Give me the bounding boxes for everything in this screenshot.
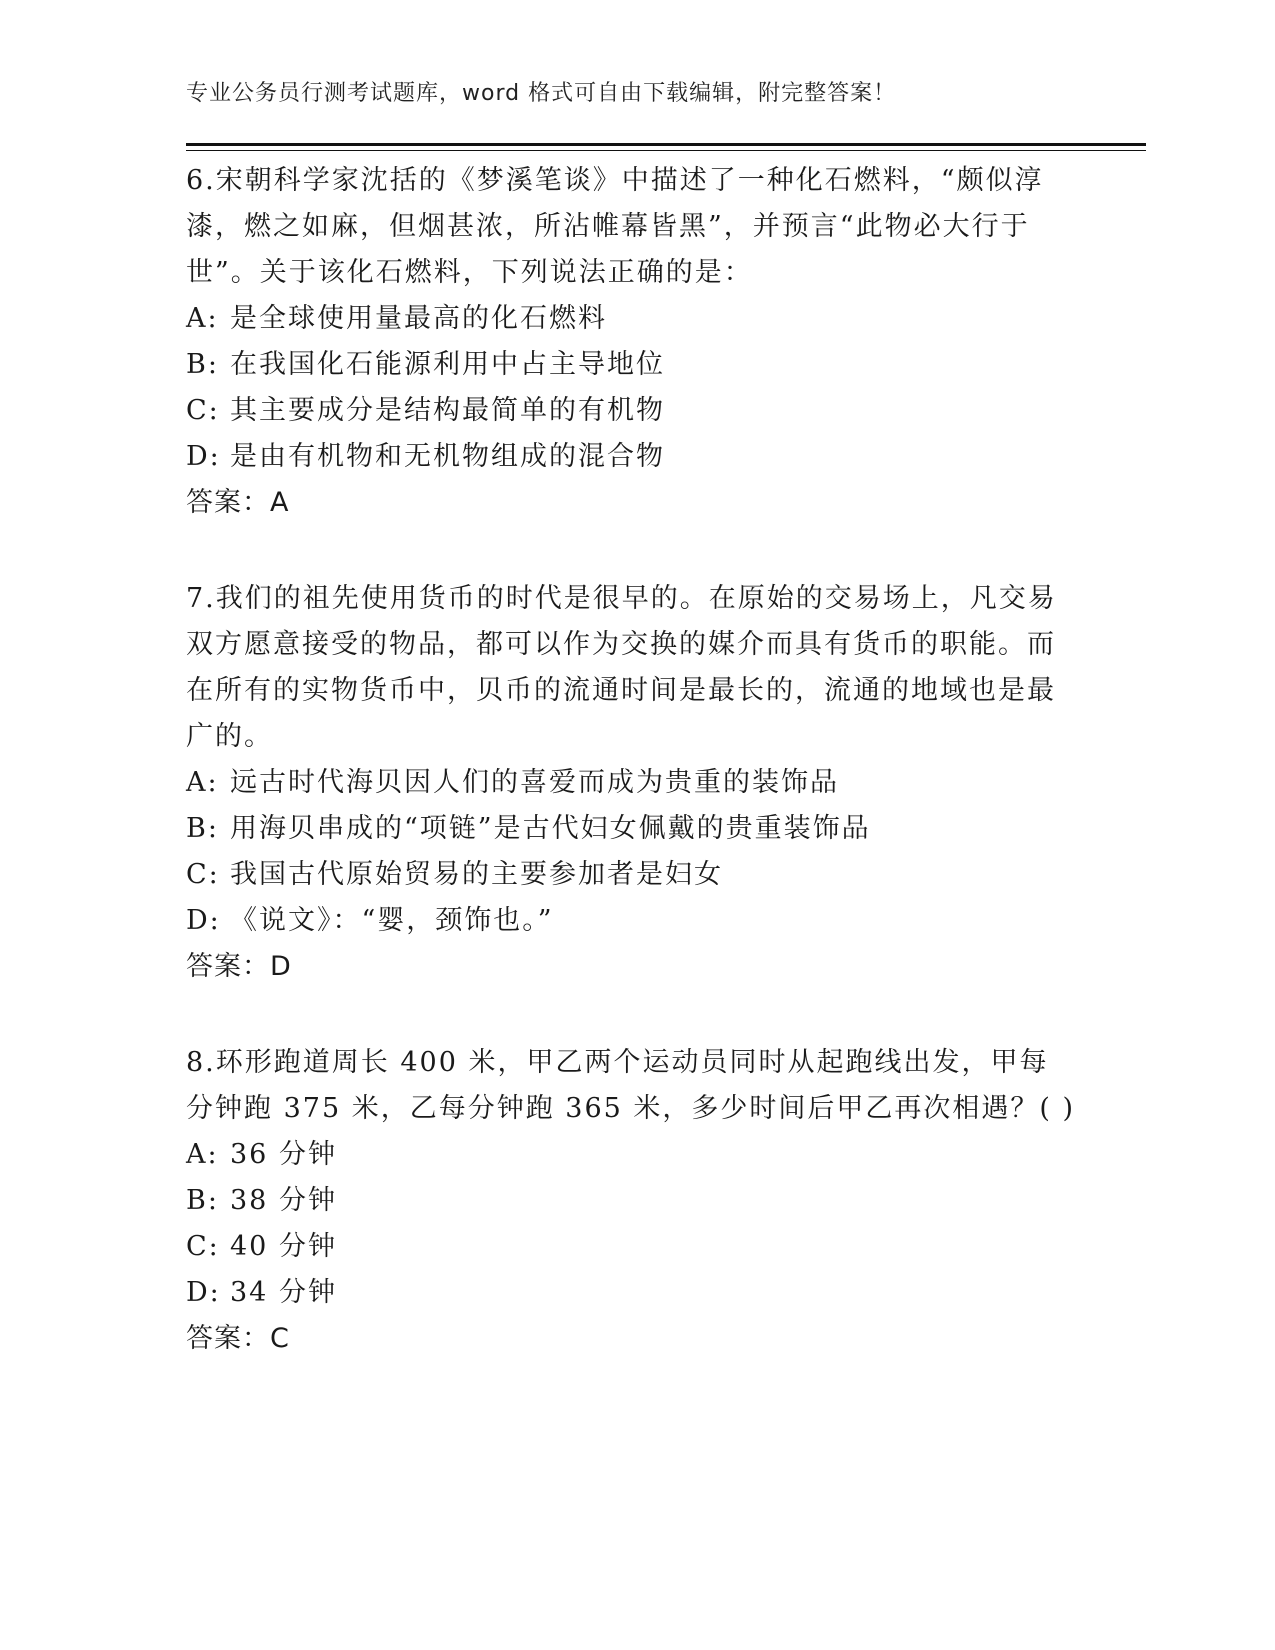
question-6 bbox=[186, 158, 1076, 526]
option-key: C: bbox=[186, 859, 220, 890]
option-text: 其主要成分是结构最简单的有机物 bbox=[230, 395, 665, 426]
option-text: 用海贝串成的“项链”是古代妇女佩戴的贵重装饰品 bbox=[230, 813, 871, 844]
option-text: 在我国化石能源利用中占主导地位 bbox=[230, 349, 665, 380]
option-key: B: bbox=[186, 349, 219, 380]
question-stem: 7.我们的祖先使用货币的时代是很早的。在原始的交易场上，凡交易双方愿意接受的物品，都可以作为交换的媒介而具有货币的职能。而在所有的实物货币中，贝币的流通时间是最长的，流通的地域也是最广的。 bbox=[186, 583, 1057, 752]
option-key: B: bbox=[186, 1185, 219, 1216]
option-a bbox=[186, 1132, 1076, 1178]
question-stem: 6.宋朝科学家沈括的《梦溪笔谈》中描述了一种化石燃料，“颇似淳漆，燃之如麻，但烟甚浓，所沾帷幕皆黑”，并预言“此物必大行于世”。关于该化石燃料，下列说法正确的是： bbox=[186, 165, 1044, 288]
option-text: 远古时代海贝因人们的喜爱而成为贵重的装饰品 bbox=[230, 767, 839, 798]
option-b bbox=[186, 1178, 1076, 1224]
option-b bbox=[186, 806, 1076, 852]
question-stem: 8.环形跑道周长 400 米，甲乙两个运动员同时从起跑线出发，甲每分钟跑 375 米，乙每分钟跑 365 米，多少时间后甲乙再次相遇？( ) bbox=[186, 1047, 1076, 1124]
option-key: A: bbox=[186, 767, 219, 798]
answer-line: 答案：C bbox=[186, 1323, 290, 1354]
option-key: D: bbox=[186, 1277, 221, 1308]
question-7 bbox=[186, 576, 1076, 990]
option-c bbox=[186, 388, 1076, 434]
option-c bbox=[186, 852, 1076, 898]
option-a bbox=[186, 760, 1076, 806]
answer-line: 答案：A bbox=[186, 487, 290, 518]
option-text: 40 分钟 bbox=[230, 1231, 337, 1262]
option-b bbox=[186, 342, 1076, 388]
option-key: D: bbox=[186, 905, 221, 936]
header-divider-thin bbox=[186, 150, 1146, 151]
option-key: A: bbox=[186, 303, 219, 334]
option-a bbox=[186, 296, 1076, 342]
option-c bbox=[186, 1224, 1076, 1270]
option-key: A: bbox=[186, 1139, 219, 1170]
option-key: C: bbox=[186, 395, 220, 426]
header-divider-thick bbox=[186, 143, 1146, 146]
option-text: 34 分钟 bbox=[230, 1277, 337, 1308]
option-key: B: bbox=[186, 813, 219, 844]
option-d bbox=[186, 1270, 1076, 1316]
option-text: 36 分钟 bbox=[230, 1139, 337, 1170]
option-d bbox=[186, 898, 1076, 944]
question-list bbox=[186, 158, 1076, 1412]
question-8 bbox=[186, 1040, 1076, 1362]
answer-line: 答案：D bbox=[186, 951, 292, 982]
option-key: C: bbox=[186, 1231, 220, 1262]
option-text: 是全球使用量最高的化石燃料 bbox=[230, 303, 607, 334]
option-text: 《说文》：“婴，颈饰也。” bbox=[230, 905, 554, 936]
option-text: 我国古代原始贸易的主要参加者是妇女 bbox=[230, 859, 723, 890]
option-d bbox=[186, 434, 1076, 480]
page-header: 专业公务员行测考试题库，word 格式可自由下载编辑，附完整答案！ bbox=[186, 81, 897, 106]
option-text: 38 分钟 bbox=[230, 1185, 337, 1216]
option-key: D: bbox=[186, 441, 221, 472]
option-text: 是由有机物和无机物组成的混合物 bbox=[230, 441, 665, 472]
